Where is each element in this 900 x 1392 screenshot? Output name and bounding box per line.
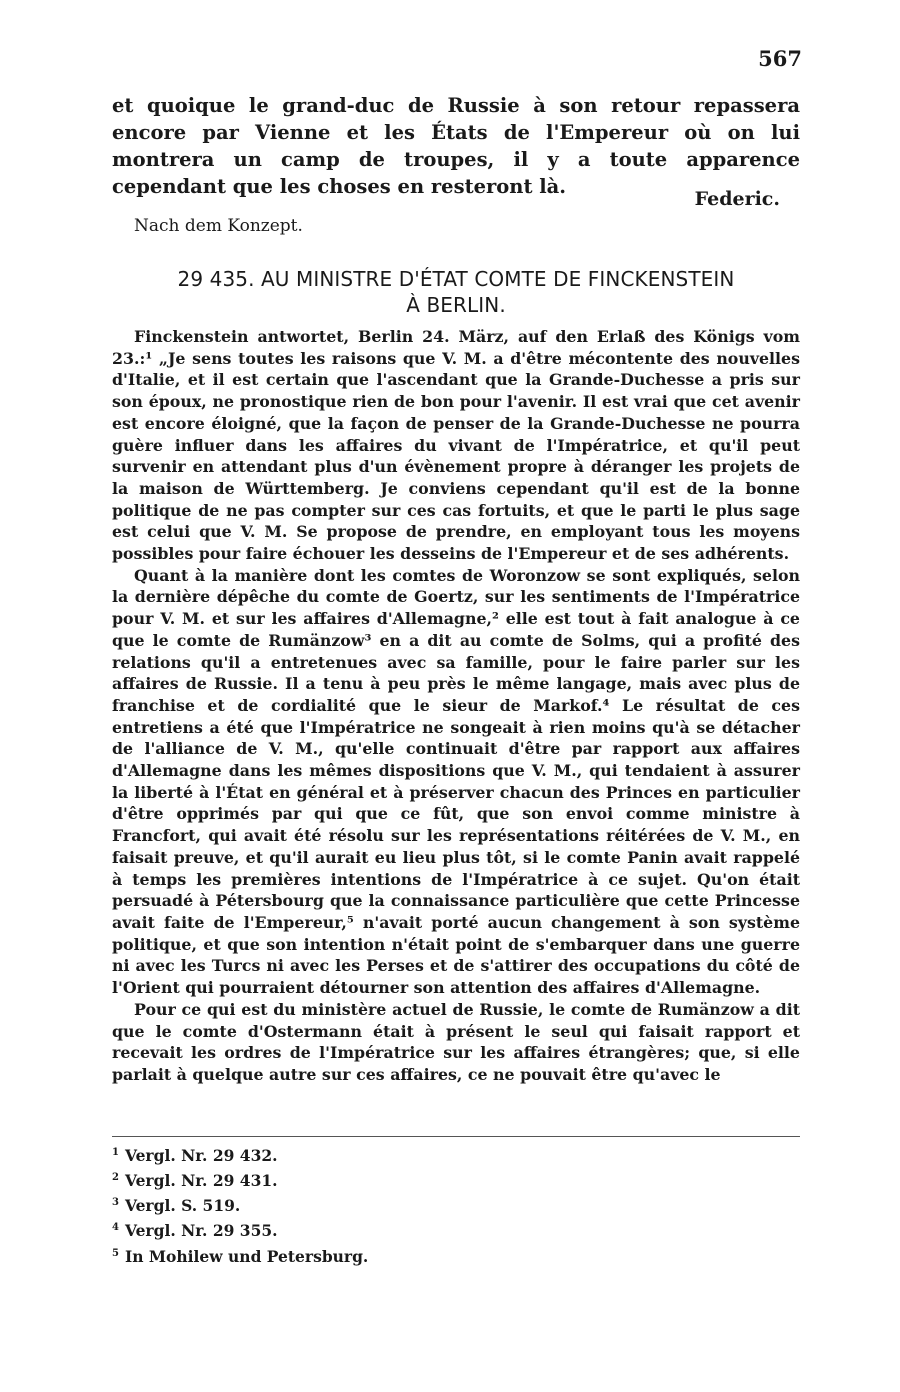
heading-line-2: À BERLIN. — [406, 293, 506, 317]
source-note: Nach dem Konzept. — [134, 216, 303, 236]
heading-line-1: 29 435. AU MINISTRE D'ÉTAT COMTE DE FINCKENSTEIN — [177, 267, 735, 291]
footnote-text: In Mohilew und Petersburg. — [124, 1246, 369, 1266]
paragraph: Pour ce qui est du ministère actuel de Russie, le comte de Rumänzow a dit que le comte d'Ostermann était à présent le seul qui faisait rapport et recevait les ordres de l'Impératrice sur les affaires étrangères; que, si elle parlait à quelque autre sur ces affaires, ce ne pouvait être qu'avec le — [112, 999, 800, 1084]
footnote-mark: 5 — [112, 1247, 119, 1259]
footnote-mark: 2 — [112, 1172, 119, 1184]
page-number: 567 — [758, 46, 802, 71]
footnote-rule — [112, 1136, 800, 1137]
footnote-text: Vergl. Nr. 29 432. — [124, 1146, 278, 1166]
paragraph: Quant à la manière dont les comtes de Woronzow se sont expliqués, selon la dernière dépêche du comte de Goertz, sur les sentiments de l'Impératrice pour V. M. et sur les affaires d'Allemagne,² elle est tout à fait analogue à ce que le comte de Rumänzow³ en a dit au comte de Solms, qui a profité des relations qu'il a entretenues avec sa famille, pour le faire parler sur les affaires de Russie. Il a tenu à peu près le même langage, mais avec plus de franchise et de cordialité que le sieur de Markof.⁴ Le résultat de ces entretiens a été que l'Impératrice ne songeait à rien moins qu'à se détacher de l'alliance de V. M., qu'elle continuait d'être par rapport aux affaires d'Allemagne dans les mêmes dispositions que V. M., qui tendaient à assurer la liberté à l'État en général et à préserver chacun des Princes en particulier d'être opprimés par qui que ce fût, que son envoi comme ministre à Francfort, qui avait été résolu sur les représentations réitérées de V. M., en faisait preuve, et qu'il aurait eu lieu plus tôt, si le comte Panin avait rappelé à temps les premières intentions de l'Impératrice à ce sujet. Qu'on était persuadé à Pétersbourg que la connaissance particulière que cette Princesse avait faite de l'Empereur,⁵ n'avait porté aucun changement à son système politique, et que son intention n'était point de s'embarquer dans une guerre ni avec les Turcs ni avec les Perses et de s'attirer des occupations du côté de l'Orient qui pourraient détourner son attention des affaires d'Allemagne. — [112, 565, 800, 998]
signature: Federic. — [694, 188, 780, 210]
lead-paragraph: et quoique le grand-duc de Russie à son retour repassera encore par Vienne et les États de l'Empereur où on lui montrera un camp de troupes, il y a toute apparence cependant que les choses en resteront là. — [112, 94, 800, 198]
footnote-text: Vergl. Nr. 29 431. — [124, 1171, 278, 1191]
footnote — [112, 1167, 368, 1192]
footnote — [112, 1217, 368, 1242]
footnote — [112, 1192, 368, 1217]
footnote-mark: 4 — [112, 1222, 119, 1234]
footnote-text: Vergl. S. 519. — [124, 1196, 241, 1216]
paragraph: Finckenstein antwortet, Berlin 24. März, auf den Erlaß des Königs vom 23.:¹ „Je sens toutes les raisons que V. M. a d'être mécontente des nouvelles d'Italie, et il est certain que l'ascendant que la Grande-Duchesse a pris sur son époux, ne pronostique rien de bon pour l'avenir. Il est vrai que cet avenir est encore éloigné, que la façon de penser de la Grande-Duchesse ne pourra guère influer dans les affaires du vivant de l'Impératrice, et qu'il peut survenir en attendant plus d'un évènement propre à déranger les projets de la maison de Württemberg. Je conviens cependant qu'il est de la bonne politique de ne pas compter sur ces cas fortuits, et que le parti le plus sage est celui que V. M. Se propose de prendre, en employant tous les moyens possibles pour faire échouer les desseins de l'Empereur et de ses adhérents. — [112, 327, 800, 564]
footnote — [112, 1243, 368, 1268]
section-heading — [112, 266, 800, 318]
footnote — [112, 1142, 368, 1167]
footnotes — [112, 1142, 368, 1268]
footnote-text: Vergl. Nr. 29 355. — [124, 1221, 278, 1241]
footnote-mark: 1 — [112, 1147, 119, 1158]
body-text — [112, 326, 800, 1086]
footnote-mark: 3 — [112, 1197, 119, 1209]
